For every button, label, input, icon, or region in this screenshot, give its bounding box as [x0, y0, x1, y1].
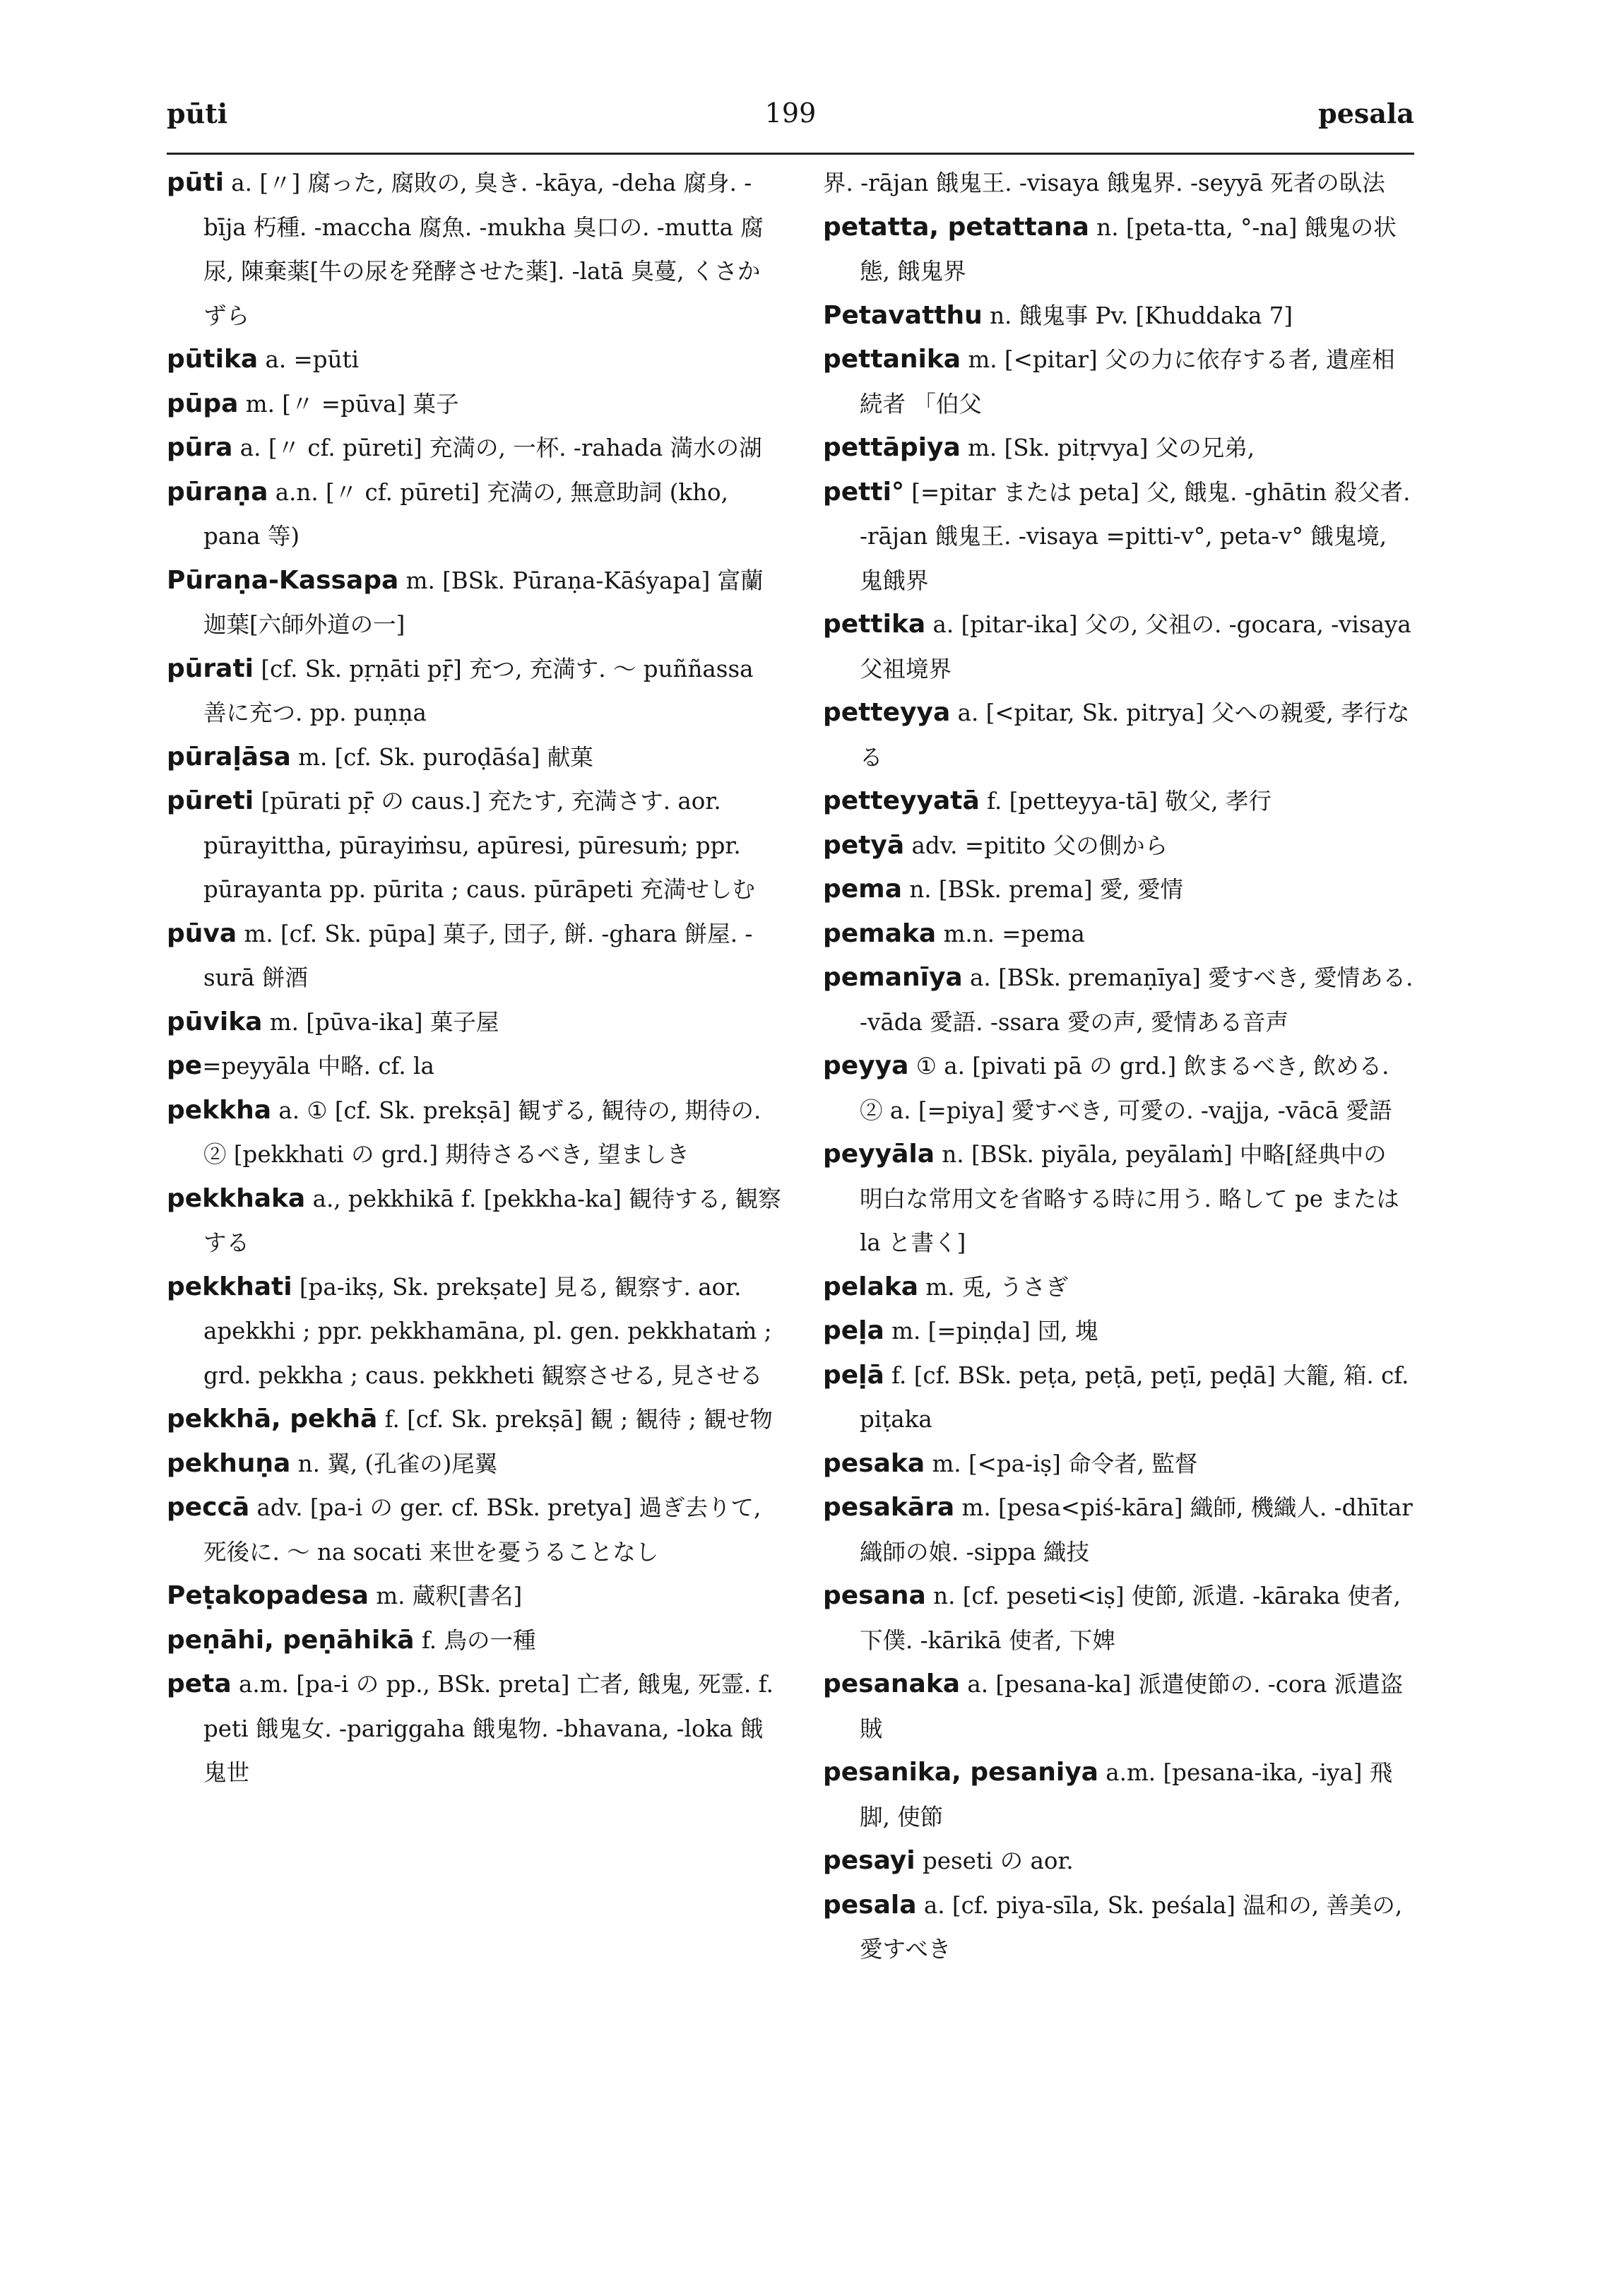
entry-headword: petyā	[823, 830, 905, 860]
dictionary-entry	[823, 1309, 1416, 1354]
entry-definition: m. [pesa<piś-kāra] 織師, 機織人. -dhītar 織師の娘. -sippa 織技	[860, 1494, 1413, 1566]
entry-headword: pesana	[823, 1581, 926, 1610]
right-column	[823, 161, 1416, 1972]
entry-definition: 界. -rājan 餓鬼王. -visaya 餓鬼界. -seyyā 死者の臥法	[823, 170, 1385, 196]
entry-definition: n. [BSk. piyāla, peyālaṁ] 中略[経典中の 明白な常用文を省略する時に用う. 略して pe または la と書く]	[860, 1141, 1399, 1256]
dictionary-entry	[167, 559, 781, 647]
entry-definition: a. =pūti	[258, 346, 359, 373]
header-rule	[167, 153, 1414, 155]
dictionary-entry	[823, 338, 1416, 426]
entry-headword: pettāpiya	[823, 433, 961, 462]
entry-definition: a. ① [cf. Sk. prekṣā] 観ずる, 観待の, 期待の. ② [pekkhati の grd.] 期待さるべき, 望ましき	[203, 1096, 761, 1168]
entry-definition: a. [<pitar, Sk. pitrya] 父への親愛, 孝行なる	[860, 699, 1410, 771]
entry-definition: n. [cf. peseti<iṣ] 使節, 派遣. -kāraka 使者, 下僕. -kārikā 使者, 下婢	[860, 1583, 1401, 1654]
dictionary-entry	[167, 1574, 781, 1619]
entry-definition: ① a. [pivati pā の grd.] 飲まるべき, 飲める. ② a. [=piya] 愛すべき, 可愛の. -vajja, -vācā 愛語	[860, 1053, 1392, 1124]
entry-definition: a.n. [〃 cf. pūreti] 充満の, 無意助詞 (kho, pana 等)	[203, 478, 728, 550]
entry-definition: adv. =pitito 父の側から	[904, 832, 1168, 859]
entry-headword: peccā	[167, 1493, 250, 1522]
entry-headword: peṇāhi, peṇāhikā	[167, 1625, 415, 1655]
dictionary-entry	[823, 1574, 1416, 1662]
dictionary-entry	[167, 1662, 781, 1795]
entry-definition: =peyyāla 中略. cf. la	[202, 1053, 434, 1080]
dictionary-entry	[823, 1884, 1416, 1972]
entry-headword: pesaka	[823, 1448, 925, 1478]
entry-headword: peyyāla	[823, 1140, 935, 1169]
entry-definition: m. [cf. Sk. pūpa] 菓子, 団子, 餅. -ghara 餅屋. -surā 餅酒	[203, 920, 753, 991]
entry-definition: adv. [pa-i の ger. cf. BSk. pretya] 過ぎ去りて, 死後に. ～ na socati 来世を憂うることなし	[203, 1494, 761, 1566]
entry-headword: pettanika	[823, 345, 961, 374]
dictionary-entry	[823, 1442, 1416, 1486]
entry-headword: pettika	[823, 610, 926, 639]
dictionary-entry	[823, 1662, 1416, 1751]
dictionary-entry	[167, 735, 781, 780]
entry-headword: pekkhati	[167, 1272, 292, 1301]
entry-definition: [=pitar または peta] 父, 餓鬼. -ghātin 殺父者. -rājan 餓鬼王. -visaya =pitti-v°, peta-v° 餓鬼境, 鬼餓界	[860, 478, 1411, 594]
entry-headword: pūraḷāsa	[167, 742, 291, 771]
dictionary-entry	[167, 161, 781, 338]
entry-headword: pekkha	[167, 1095, 271, 1125]
dictionary-entry	[167, 1000, 781, 1045]
dictionary-entry	[823, 779, 1416, 824]
dictionary-entry	[167, 1442, 781, 1486]
dictionary-entry	[167, 1265, 781, 1398]
dictionary-entry	[167, 382, 781, 427]
entry-definition: a., pekkhikā f. [pekkha-ka] 観待する, 観察する	[203, 1185, 781, 1256]
entry-definition: m. [BSk. Pūraṇa-Kāśyapa] 富蘭迦葉[六師外道の一]	[203, 567, 764, 638]
entry-headword: pūtika	[167, 345, 259, 374]
dictionary-entry	[823, 956, 1416, 1044]
entry-definition: m. [=piṇḍa] 団, 塊	[884, 1318, 1098, 1344]
page-number: 199	[764, 97, 817, 129]
dictionary-entry	[823, 1044, 1416, 1133]
entry-headword: pesala	[823, 1890, 917, 1920]
entry-headword: pūti	[167, 168, 224, 197]
left-column	[167, 161, 781, 1795]
dictionary-entry	[167, 1044, 781, 1089]
entry-definition: a. [〃 cf. pūreti] 充満の, 一杯. -rahada 満水の湖	[232, 434, 762, 461]
dictionary-entry	[823, 868, 1416, 912]
dictionary-entry	[823, 426, 1416, 471]
dictionary-entry	[167, 471, 781, 559]
entry-definition: [pa-ikṣ, Sk. prekṣate] 見る, 観察す. aor. apekkhi ; ppr. pekkhamāna, pl. gen. pekkhataṁ ; grd. pekkha ; caus. pekkheti 観察させる, 見させる	[203, 1273, 772, 1389]
dictionary-entry	[823, 471, 1416, 603]
entry-definition: m.n. =pema	[936, 920, 1085, 947]
entry-headword: pekkhā, pekhā	[167, 1405, 378, 1433]
entry-definition: a. [〃] 腐った, 腐敗の, 臭き. -kāya, -deha 腐身. -bīja 朽種. -maccha 腐魚. -mukha 臭口の. -mutta 腐尿, 陳棄薬[牛の尿を発酵させた薬]. -latā 臭蔓, くさかずら	[203, 170, 764, 329]
entry-headword: pūrati	[167, 654, 254, 683]
entry-definition: n. 餓鬼事 Pv. [Khuddaka 7]	[982, 302, 1293, 329]
entry-headword: peyya	[823, 1051, 909, 1080]
dictionary-entry	[167, 1397, 781, 1442]
entry-headword: petti°	[823, 477, 904, 507]
entry-definition: m. [<pitar] 父の力に依存する者, 遺産相続者 「伯父	[860, 346, 1395, 418]
entry-headword: peta	[167, 1669, 232, 1698]
entry-definition: a.m. [pesana-ika, -iya] 飛脚, 使節	[860, 1759, 1393, 1831]
entry-definition: a. [cf. piya-sīla, Sk. peśala] 温和の, 善美の, 愛すべき	[860, 1891, 1403, 1963]
dictionary-entry	[823, 824, 1416, 868]
dictionary-entry	[167, 1619, 781, 1663]
dictionary-entry	[823, 1486, 1416, 1574]
entry-headword: pekhuṇa	[167, 1448, 291, 1478]
entry-definition: m. [pūva-ika] 菓子屋	[262, 1008, 499, 1036]
header-right-guide-word: pesala	[1318, 97, 1414, 129]
entry-headword: pemanīya	[823, 963, 963, 992]
dictionary-entry	[167, 779, 781, 912]
entry-definition: m. [cf. Sk. puroḍāśa] 献菓	[290, 743, 593, 771]
dictionary-entry	[167, 1089, 781, 1177]
dictionary-entry	[823, 1133, 1416, 1265]
dictionary-entry	[823, 1839, 1416, 1884]
entry-definition: m. [〃 =pūva] 菓子	[238, 390, 459, 418]
entry-definition: [cf. Sk. pṛṇāti pṝ] 充つ, 充満す. ～ puññassa 善に充つ. pp. puṇṇa	[203, 655, 754, 726]
entry-headword: pūraṇa	[167, 477, 268, 507]
entry-definition: m. [<pa-iṣ] 命令者, 監督	[925, 1450, 1198, 1477]
entry-headword: pe	[167, 1051, 203, 1080]
entry-definition: m. 蔵釈[書名]	[368, 1583, 523, 1609]
entry-definition: f. 鳥の一種	[414, 1626, 536, 1654]
entry-headword: Peṭakopadesa	[167, 1581, 369, 1610]
entry-headword: pema	[823, 875, 902, 904]
entry-headword: pūvika	[167, 1007, 263, 1036]
entry-headword: petatta, petattana	[823, 212, 1089, 242]
entry-headword: pelaka	[823, 1272, 919, 1301]
entry-definition: peseti の aor.	[915, 1847, 1074, 1874]
entry-definition: a.m. [pa-i の pp., BSk. preta] 亡者, 餓鬼, 死霊. f. peti 餓鬼女. -pariggaha 餓鬼物. -bhavana, -loka 餓鬼世	[203, 1671, 774, 1786]
dictionary-entry	[823, 1354, 1416, 1442]
entry-headword: pemaka	[823, 918, 937, 948]
dictionary-entry	[167, 1177, 781, 1265]
dictionary-entry	[823, 206, 1416, 294]
dictionary-entry	[167, 338, 781, 382]
entry-headword: pesakāra	[823, 1493, 955, 1522]
entry-headword: pesayi	[823, 1846, 915, 1875]
dictionary-entry	[823, 1265, 1416, 1310]
entry-definition: [pūrati pṝ の caus.] 充たす, 充満さす. aor. pūrayittha, pūrayiṁsu, apūresi, pūresuṁ; ppr. pūrayanta pp. pūrita ; caus. pūrāpeti 充満せしむ	[203, 788, 755, 903]
dictionary-entry	[823, 294, 1416, 338]
entry-headword: petteyyatā	[823, 786, 980, 815]
entry-definition: f. [cf. Sk. prekṣā] 観 ; 観待 ; 観せ物	[377, 1406, 773, 1433]
dictionary-entry	[823, 1751, 1416, 1839]
entry-headword: pūpa	[167, 389, 239, 418]
dictionary-entry	[167, 912, 781, 1000]
entry-headword: petteyya	[823, 698, 951, 727]
entry-headword: pūra	[167, 433, 233, 462]
dictionary-entry	[167, 1486, 781, 1574]
page-header	[167, 97, 1414, 140]
dictionary-entry	[167, 426, 781, 471]
entry-definition: a. [pesana-ka] 派遣使節の. -cora 派遣盗賊	[860, 1671, 1404, 1742]
entry-headword: pūreti	[167, 786, 254, 815]
entry-definition: a. [BSk. premaṇīya] 愛すべき, 愛情ある. -vāda 愛語. -ssara 愛の声, 愛情ある音声	[860, 964, 1413, 1036]
entry-headword: pesanaka	[823, 1669, 961, 1698]
dictionary-entry	[823, 161, 1416, 206]
entry-headword: peḷā	[823, 1360, 884, 1390]
header-left-guide-word: pūti	[167, 97, 228, 129]
entry-headword: pekkhaka	[167, 1183, 306, 1213]
entry-definition: a. [pitar-ika] 父の, 父祖の. -gocara, -visaya 父祖境界	[860, 611, 1411, 682]
entry-definition: f. [cf. BSk. peṭa, peṭā, peṭī, peḍā] 大籠, 箱. cf. piṭaka	[860, 1361, 1409, 1433]
entry-definition: n. 翼, (孔雀の)尾翼	[290, 1450, 498, 1477]
dictionary-entry	[167, 647, 781, 735]
entry-definition: m. 兎, うさぎ	[918, 1273, 1069, 1301]
dictionary-entry	[823, 912, 1416, 957]
dictionary-entry	[823, 691, 1416, 779]
entry-headword: Petavatthu	[823, 300, 983, 330]
entry-definition: n. [BSk. prema] 愛, 愛情	[902, 876, 1184, 903]
entry-headword: Pūraṇa-Kassapa	[167, 565, 399, 595]
entry-definition: m. [Sk. pitṛvya] 父の兄弟,	[960, 434, 1255, 461]
entry-headword: pūva	[167, 918, 237, 948]
entry-headword: peḷa	[823, 1316, 884, 1345]
dictionary-entry	[823, 603, 1416, 691]
entry-definition: f. [petteyya-tā] 敬父, 孝行	[979, 788, 1272, 815]
entry-headword: pesanika, pesaniya	[823, 1758, 1098, 1787]
entry-definition: n. [peta-tta, °-na] 餓鬼の状態, 餓鬼界	[860, 213, 1397, 285]
